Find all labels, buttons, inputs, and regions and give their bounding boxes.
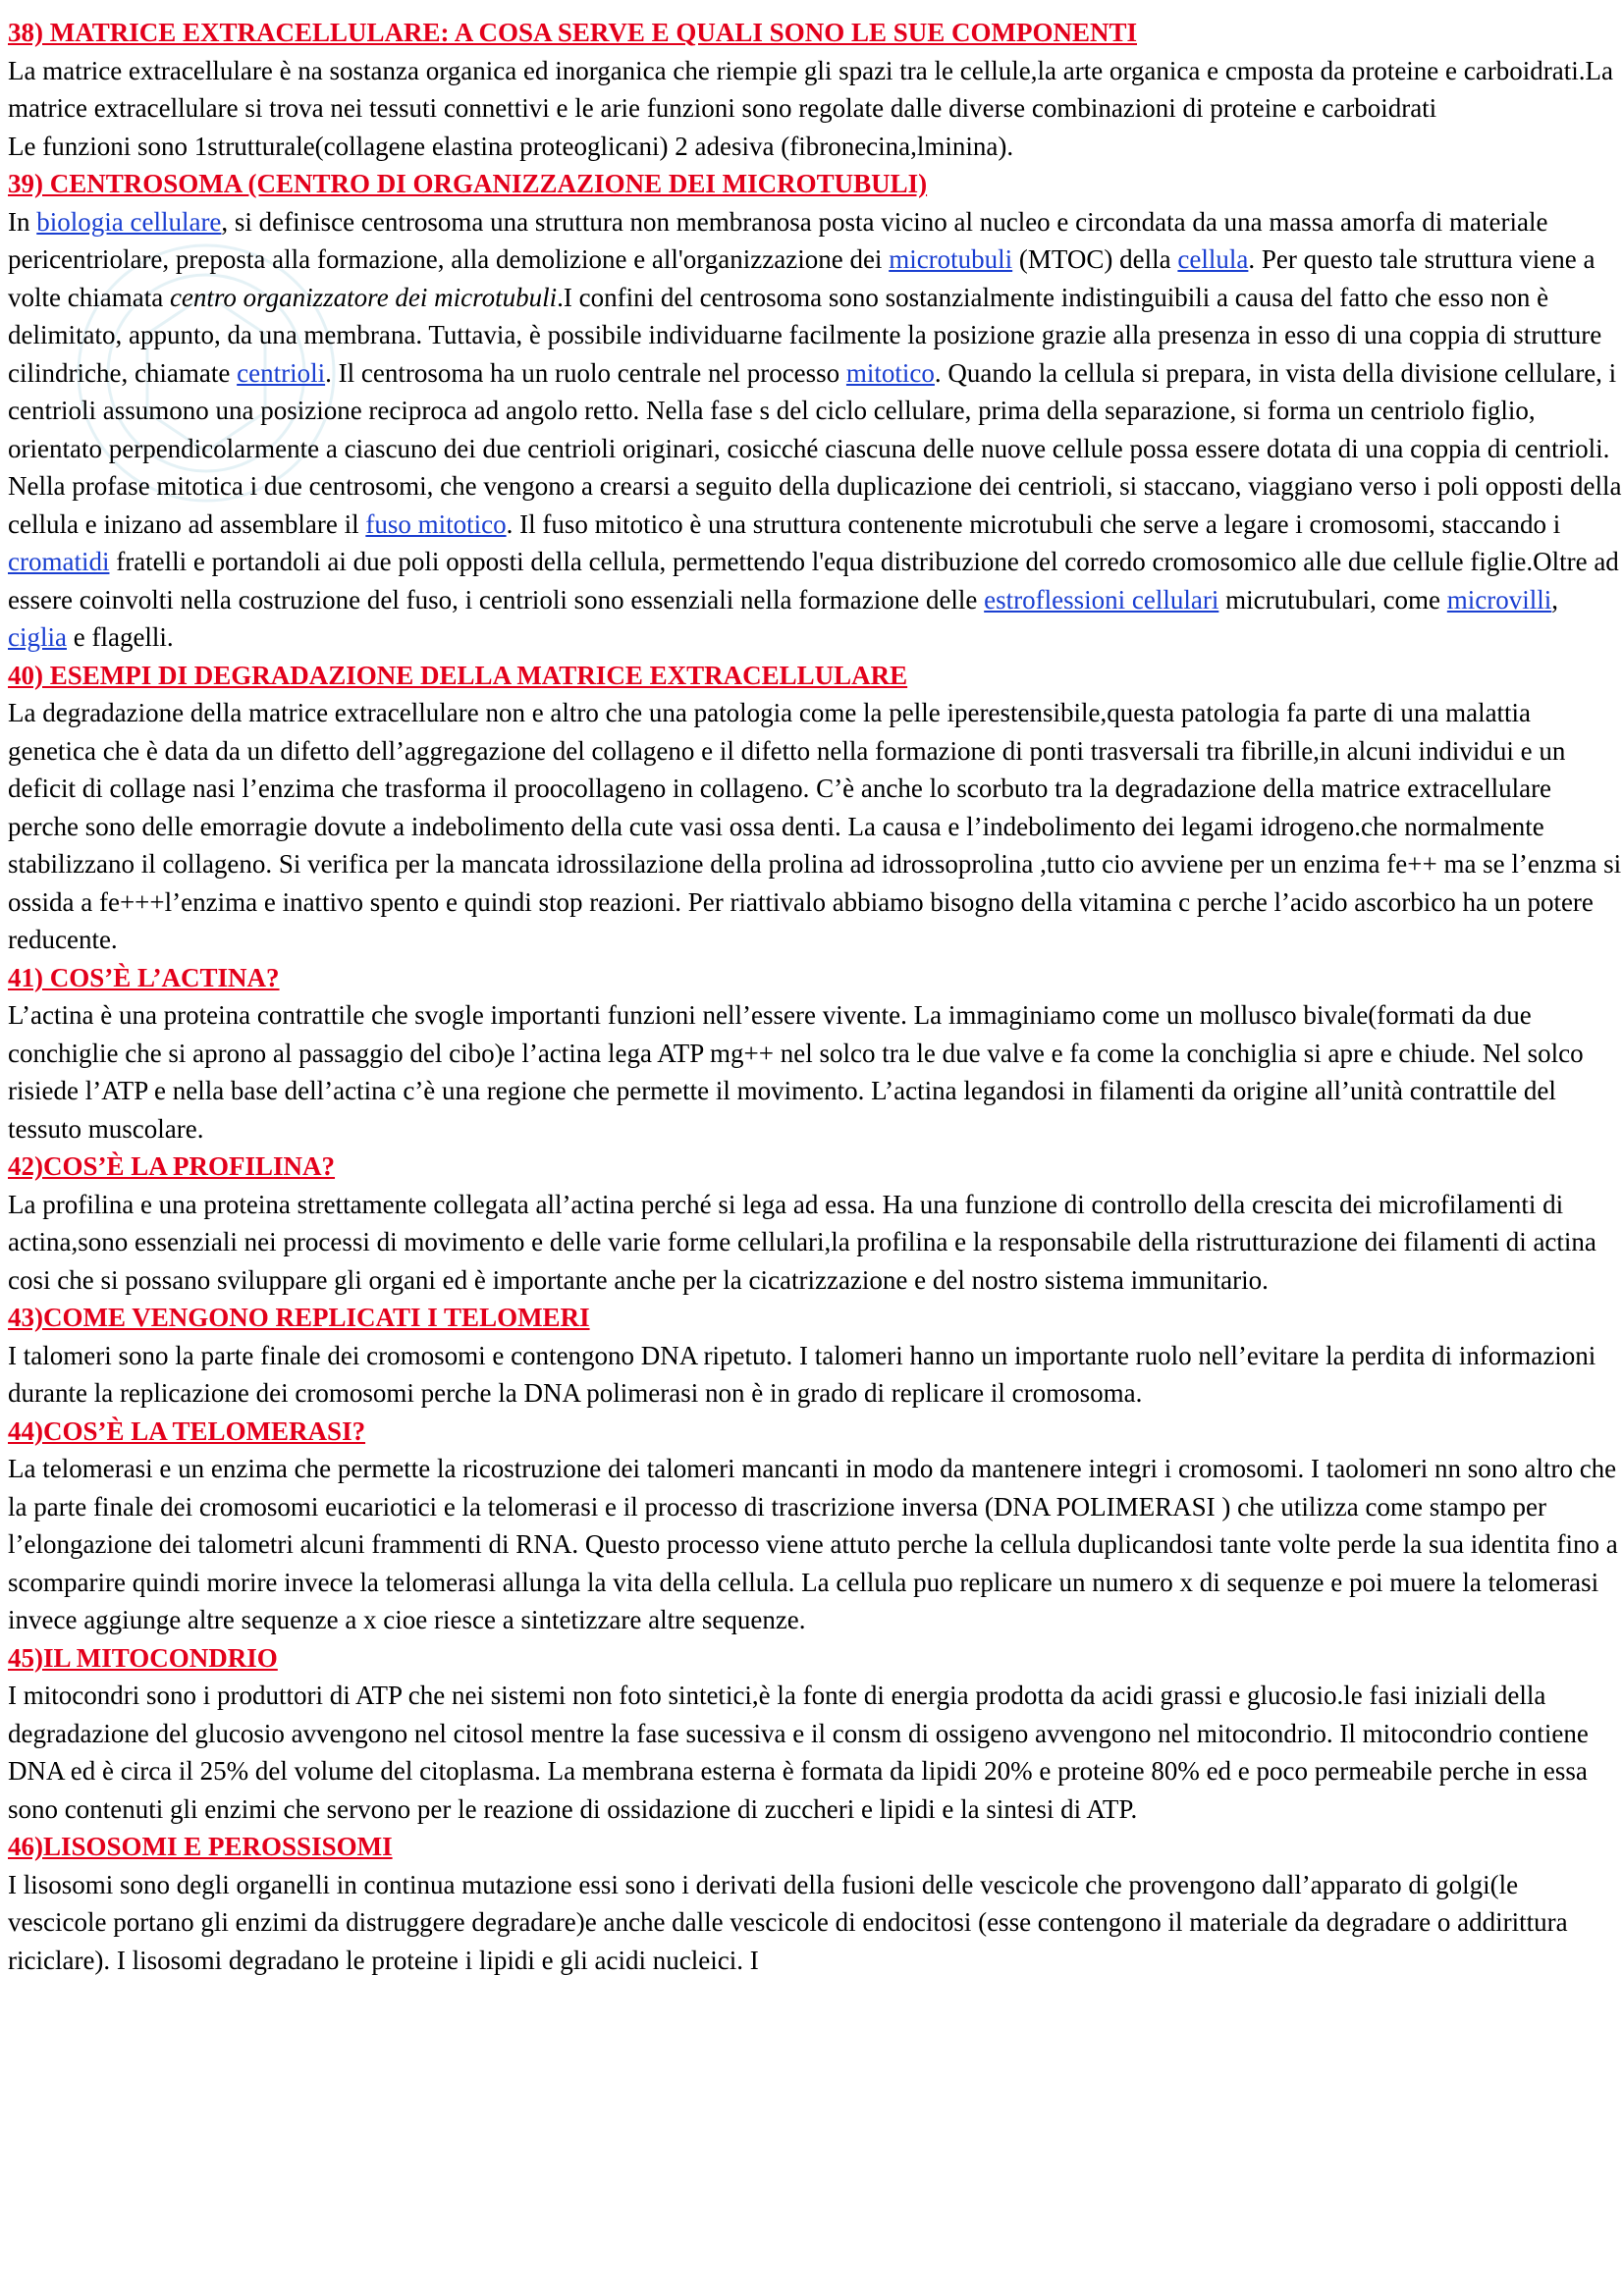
paragraph-44: La telomerasi e un enzima che permette la ricostruzione dei talomeri mancanti in modo da mantenere integri i cromosomi. I taolomeri nn sono altro che la parte finale dei cromosomi eucariotici e la telomerasi e il processo di trascrizione inversa (DNA POLIMERASI ) che utilizza come stampo per l’elongazione dei talometri alcuni frammenti di RNA. Questo processo viene attuto perche la cellula duplicandosi tante volte perde la sua identita fino a scomparire quindi morire invece la telomerasi allunga la vita della cellula. La cellula puo replicare un numero x di sequenze e poi muere la telomerasi invece aggiunge altre sequenze a x cioe riesce a sintetizzare altre sequenze.	[8, 1454, 1618, 1634]
paragraph-45: I mitocondri sono i produttori di ATP che nei sistemi non foto sintetici,è la fonte di energia prodotta da acidi grassi e glucosio.le fasi iniziali della degradazione del glucosio avvengono nel citosol mentre la fase sucessiva e il consm di ossigeno avvengono nel mitocondrio. Il mitocondrio contiene DNA ed è circa il 25% del volume del citoplasma. La membrana esterna è formata da lipidi 20% e proteine 80% ed e poco permeabile perche in essa sono contenuti gli enzimi che servono per le reazione di ossidazione di zuccheri e lipidi e la sintesi di ATP.	[8, 1681, 1589, 1824]
text-run: ,	[1551, 584, 1559, 614]
heading-45: 45)IL MITOCONDRIO	[8, 1642, 278, 1673]
text-run: e flagelli.	[66, 622, 174, 652]
text-run: .I confini del centrosoma sono sostanzialmente indistinguibili a causa del fatto che esso non è delimitato, appunto, da una membrana. Tuttavia, è possibile individuarne facilmente la posizione grazie alla presenza in esso di una coppia di strutture cilindriche, chiamate	[8, 282, 1602, 388]
link-ciglia[interactable]: ciglia	[8, 622, 67, 652]
document-page	[8, 14, 1622, 1979]
paragraph-40: La degradazione della matrice extracellulare non e altro che una patologia come la pelle iperestensibile,questa patologia fa parte di una malattia genetica che è data da un difetto dell’aggregazione del collageno e il difetto nella formazione di ponti trasversali tra fibrille,in alcuni individui e un deficit di collage nasi l’enzima che trasforma il proocollageno in collageno. C’è anche lo scorbuto tra la degradazione della matrice extracellulare perche sono delle emorragie dovute a indebolimento della cute vasi ossa denti. La causa e l’indebolimento dei legami idrogeno.che normalmente stabilizzano il collageno. Si verifica per la mancata idrossilazione della prolina ad idrossoprolina ,tutto cio avviene per un enzima fe++ ma se l’enzma si ossida a fe+++l’enzima e inattivo spento e quindi stop reazioni. Per riattivalo abbiamo bisogno della vitamina c perche l’acido ascorbico ha un potere reducente.	[8, 698, 1622, 954]
section-42	[8, 1148, 1622, 1299]
link-mitotico[interactable]: mitotico	[845, 357, 935, 388]
link-microvilli[interactable]: microvilli	[1446, 584, 1552, 614]
heading-40: 40) ESEMPI DI DEGRADAZIONE DELLA MATRICE EXTRACELLULARE	[8, 660, 908, 690]
text-run: (MTOC) della	[1012, 244, 1178, 274]
paragraph-42: La profilina e una proteina strettamente collegata all’actina perché si lega ad essa. Ha una funzione di controllo della crescita dei microfilamenti di actina,sono essenziali nei processi di movimento e delle varie forme cellulari,la profilina e la responsabile della ristrutturazione dei filamenti di actina cosi che si possano sviluppare gli organi ed è importante anche per la cicatrizzazione e del nostro sistema immunitario.	[8, 1189, 1596, 1295]
link-estroflessioni-cellulari[interactable]: estroflessioni cellulari	[984, 584, 1219, 614]
text-run: , si definisce centrosoma una struttura non membranosa posta vicino al nucleo e circondata da una massa amorfa di materiale pericentriolare, preposta alla formazione, alla demolizione e all'organizzazione dei	[8, 206, 1548, 274]
heading-46: 46)LISOSOMI E PEROSSISOMI	[8, 1832, 393, 1861]
section-39	[8, 165, 1622, 657]
heading-43: 43)COME VENGONO REPLICATI I TELOMERI	[8, 1303, 590, 1332]
text-run: . Il fuso mitotico è una struttura contenente microtubuli che serve a legare i cromosomi, staccando i	[506, 508, 1561, 539]
heading-41: 41) COS’È L’ACTINA?	[8, 962, 280, 992]
paragraph-39	[8, 203, 1622, 657]
paragraph-43: I talomeri sono la parte finale dei cromosomi e contengono DNA ripetuto. I talomeri hanno un importante ruolo nell’evitare la perdita di informazioni durante la replicazione dei cromosomi perche la DNA polimerasi non è in grado di replicare il cromosoma.	[8, 1340, 1596, 1408]
section-45	[8, 1639, 1622, 1829]
link-centrioli[interactable]: centrioli	[237, 357, 326, 388]
text-run: micrutubulari, come	[1218, 584, 1447, 614]
link-cellula[interactable]: cellula	[1177, 244, 1249, 274]
section-46	[8, 1828, 1622, 1979]
paragraph-41: L’actina è una proteina contrattile che svogle importanti funzioni nell’essere vivente. La immaginiamo come un mollusco bivale(formati da due conchiglie che si aprono al passaggio del cibo)e l’actina lega ATP mg++ nel solco tra le due valve e fa come la conchiglia si apre e chiude. Nel solco risiede l’ATP e nella base dell’actina c’è una regione che permette il movimento. L’actina legandosi in filamenti da origine all’unità contrattile del tessuto muscolare.	[8, 1000, 1584, 1144]
link-fuso-mitotico[interactable]: fuso mitotico	[365, 508, 507, 539]
section-38	[8, 14, 1622, 165]
heading-42: 42)COS’È LA PROFILINA?	[8, 1151, 336, 1181]
italic-term: centro organizzatore dei microtubuli	[169, 282, 558, 312]
heading-38: 38) MATRICE EXTRACELLULARE: A COSA SERVE E QUALI SONO LE SUE COMPONENTI	[8, 18, 1137, 47]
text-run: . Per questo tale struttura viene a volte chiamata	[8, 244, 1596, 312]
link-cromatidi[interactable]: cromatidi	[8, 547, 110, 576]
link-microtubuli[interactable]: microtubuli	[889, 244, 1013, 274]
section-41	[8, 959, 1622, 1148]
section-43	[8, 1299, 1622, 1413]
link-biologia-cellulare[interactable]: biologia cellulare	[36, 206, 222, 237]
heading-39: 39) CENTROSOMA (CENTRO DI ORGANIZZAZIONE DEI MICROTUBULI)	[8, 169, 928, 198]
heading-44: 44)COS’È LA TELOMERASI?	[8, 1415, 366, 1446]
paragraph-38-1: La matrice extracellulare è na sostanza organica ed inorganica che riempie gli spazi tra le cellule,la arte organica e cmposta da proteine e carboidrati.La matrice extracellulare si trova nei tessuti connettivi e le arie funzioni sono regolate dalle diverse combinazioni di proteine e carboidrati	[8, 55, 1613, 123]
section-44	[8, 1413, 1622, 1639]
section-40	[8, 657, 1622, 959]
text-run: . Il centrosoma ha un ruolo centrale nel processo	[325, 357, 846, 388]
text-run: In	[8, 206, 37, 237]
text-run: fratelli e portandoli ai due poli opposti della cellula, permettendo l'equa distribuzione del corredo cromosomico alle due cellule figlie.Oltre ad essere coinvolti nella costruzione del fuso, i centrioli sono essenziali nella formazione delle	[8, 547, 1619, 614]
text-run: . Quando la cellula si prepara, in vista della divisione cellulare, i centrioli assumono una posizione reciproca ad angolo retto. Nella fase s del ciclo cellulare, prima della separazione, si forma un centriolo figlio, orientato perpendicolarmente a ciascuno dei due centrioli originari, cosicché ciascuna delle nuove cellule possa essere dotata di una coppia di centrioli. Nella profase mitotica i due centrosomi, che vengono a crearsi a seguito della duplicazione dei centrioli, si staccano, viaggiano verso i poli opposti della cellula e inizano ad assemblare il	[8, 357, 1622, 539]
paragraph-38-2: Le funzioni sono 1strutturale(collagene elastina proteoglicani) 2 adesiva (fibronecina,lminina).	[8, 131, 1014, 161]
paragraph-46: I lisosomi sono degli organelli in continua mutazione essi sono i derivati della fusioni delle vescicole che provengono dall’apparato di golgi(le vescicole portano gli enzimi da distruggere degradare)e anche dalle vescicole di endocitosi (esse contengono il materiale da degradare o addirittura riciclare). I lisosomi degradano le proteine i lipidi e gli acidi nucleici. I	[8, 1869, 1568, 1975]
